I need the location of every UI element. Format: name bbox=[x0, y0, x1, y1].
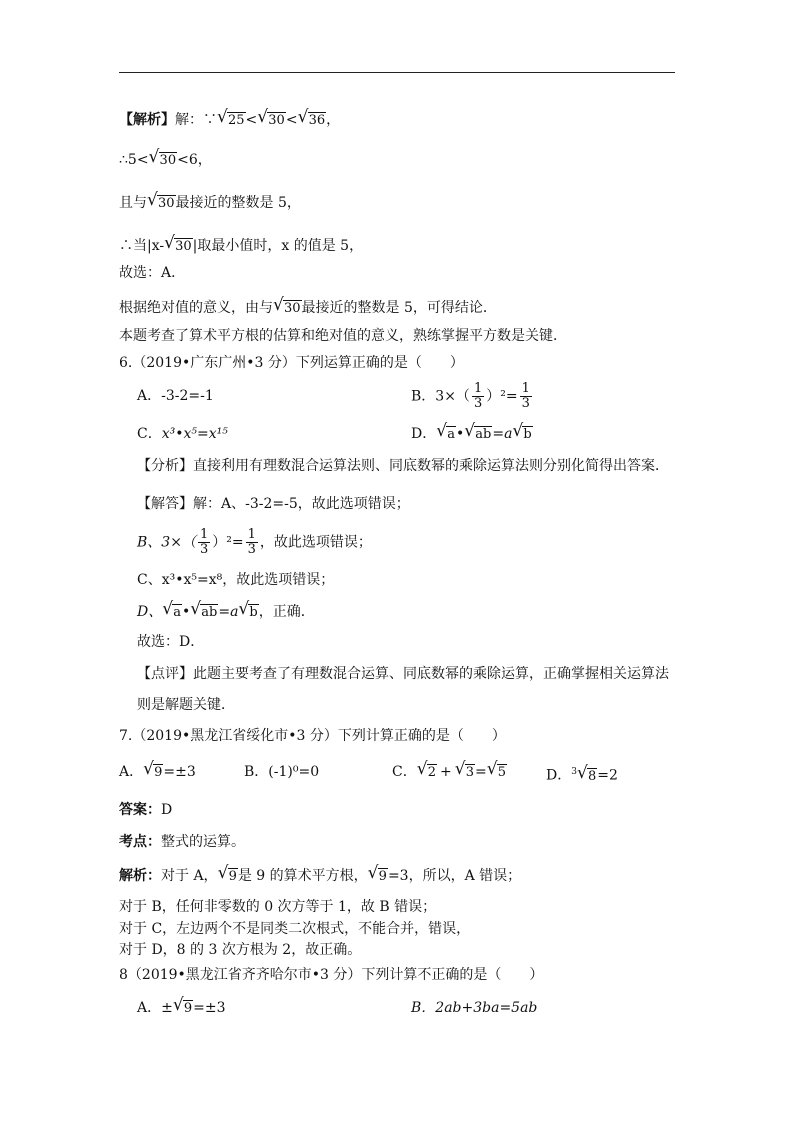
text: =a bbox=[218, 604, 239, 620]
q6-option-d bbox=[411, 424, 533, 445]
solution-line-2 bbox=[119, 150, 212, 171]
sqrt-30: √ 30 bbox=[148, 193, 176, 214]
text: = bbox=[475, 764, 487, 780]
text: < bbox=[245, 112, 258, 128]
sqrt-25: √ 25 bbox=[218, 110, 246, 131]
solution-line-6 bbox=[119, 298, 497, 319]
sqrt-ab: √ ab bbox=[191, 602, 218, 623]
text: =3，所以，A 错误； bbox=[387, 868, 522, 884]
text: • bbox=[182, 604, 191, 620]
q6-choose: 故选：D． bbox=[137, 634, 205, 650]
q6-comment-1: 【点评】此题主要考查了有理数混合运算、同底数幂的乘除运算，正确掌握相关运算法 bbox=[137, 666, 669, 682]
q7-option-a bbox=[119, 762, 196, 783]
text: D． bbox=[546, 767, 572, 784]
answer-label: 答案： bbox=[119, 802, 161, 818]
q7-stem: 7.（2019•黑龙江省绥化市•3 分）下列计算正确的是（ ） bbox=[119, 728, 506, 744]
text: A． bbox=[119, 764, 144, 780]
text: ∴当|x- bbox=[119, 238, 165, 254]
sqrt-3: √ 3 bbox=[456, 762, 475, 783]
sqrt-9: √ 9 bbox=[369, 866, 388, 887]
sqrt-9: √ 9 bbox=[144, 762, 163, 783]
q8-stem: 8（2019•黑龙江省齐齐哈尔市•3 分）下列计算不正确的是（ ） bbox=[119, 967, 544, 983]
sqrt-b: √ b bbox=[513, 424, 532, 445]
text: ）²= bbox=[486, 388, 518, 405]
text: ∴5< bbox=[119, 152, 149, 168]
q8-option-b: B．2ab+3ba=5ab bbox=[411, 1000, 538, 1016]
q7-option-c bbox=[392, 762, 507, 783]
q6-option-c bbox=[137, 424, 228, 444]
text: 最接近的整数是 5， bbox=[175, 195, 301, 211]
text: 根据绝对值的意义，由与 bbox=[119, 300, 273, 316]
text: C． bbox=[137, 426, 162, 442]
text: C． bbox=[392, 764, 417, 780]
solution-line-5: 故选：A． bbox=[119, 265, 186, 281]
text: D． bbox=[411, 426, 437, 442]
text: ）²= bbox=[212, 534, 244, 551]
fraction: $\frac{1}{3}$ bbox=[199, 527, 209, 557]
answer-value: D bbox=[161, 802, 173, 818]
sqrt-5: √ 5 bbox=[488, 762, 507, 783]
text: + bbox=[440, 764, 452, 780]
text: =2 bbox=[597, 767, 618, 784]
text: 对于 A， bbox=[161, 868, 218, 884]
header-rule bbox=[119, 72, 675, 73]
q7-keypoint bbox=[119, 832, 245, 852]
text: <6， bbox=[177, 152, 212, 168]
fraction: $\frac{1}{3}$ bbox=[521, 381, 530, 411]
q6-option-b bbox=[411, 382, 534, 411]
sqrt-36: √ 36 bbox=[299, 110, 327, 131]
q7-reason-b: 对于 B，任何非零数的 0 次方等于 1，故 B 错误； bbox=[119, 899, 437, 915]
sqrt-30: √ 30 bbox=[165, 236, 193, 257]
text: 是 9 的算术平方根， bbox=[237, 868, 368, 884]
q6-answer-d bbox=[137, 602, 315, 623]
text: |取最小值时，x 的值是 5， bbox=[192, 238, 364, 254]
sqrt-9: √ 9 bbox=[219, 866, 238, 887]
fraction: $\frac{1}{3}$ bbox=[247, 527, 256, 557]
sqrt-30: √ 30 bbox=[258, 110, 286, 131]
text: B、3×（ bbox=[137, 534, 196, 551]
q7-reason-d: 对于 D，8 的 3 次方根为 2，故正确。 bbox=[119, 942, 362, 958]
text: =a bbox=[492, 426, 513, 442]
sqrt-b: √ b bbox=[239, 602, 258, 623]
q6-analysis: 【分析】直接利用有理数混合运算法则、同底数幂的乘除运算法则分别化简得出答案． bbox=[137, 458, 669, 474]
q6-stem: 6.（2019•广东广州•3 分）下列运算正确的是（ ） bbox=[119, 355, 464, 371]
q6-option-a: A．-3-2=-1 bbox=[137, 388, 214, 404]
text: ， bbox=[326, 112, 341, 128]
q7-explanation bbox=[119, 866, 521, 887]
sqrt-a: √ a bbox=[163, 602, 182, 623]
q8-option-a bbox=[137, 998, 226, 1019]
solution-line-3 bbox=[119, 193, 301, 214]
q7-reason-c: 对于 C，左边两个不是同类二次根式，不能合并，错误， bbox=[119, 921, 471, 937]
text: 且与 bbox=[119, 195, 147, 211]
q7-option-b: B．(-1)⁰=0 bbox=[244, 764, 320, 780]
text: ，正确． bbox=[258, 604, 315, 620]
solution-line-7: 本题考查了算术平方根的估算和绝对值的意义，熟练掌握平方数是关键． bbox=[119, 328, 567, 344]
sqrt-a: √ a bbox=[437, 424, 456, 445]
text: • bbox=[456, 426, 465, 442]
q6-answer-b bbox=[137, 528, 372, 557]
text: 解：∵ bbox=[175, 112, 217, 128]
analysis-tag: 【解析】 bbox=[119, 112, 175, 128]
solution-line-1 bbox=[119, 110, 340, 131]
solution-line-4 bbox=[119, 236, 363, 257]
text: ，故此选项错误； bbox=[259, 534, 372, 551]
math-expr: x³•x⁵=x¹⁵ bbox=[161, 426, 228, 442]
keypoint-value: 整式的运算。 bbox=[161, 834, 245, 850]
root-index: 3 bbox=[571, 767, 577, 777]
text: =±3 bbox=[163, 764, 196, 780]
keypoint-label: 考点： bbox=[119, 834, 161, 850]
text: B．3×（ bbox=[411, 388, 470, 405]
q6-answer-c: C、x³•x⁵=x⁸，故此选项错误； bbox=[137, 572, 335, 588]
text: 最接近的整数是 5，可得结论． bbox=[301, 300, 497, 316]
sqrt-30: √ 30 bbox=[274, 298, 302, 319]
q6-comment-2: 则是解题关键． bbox=[137, 697, 235, 713]
text: A．± bbox=[137, 1000, 173, 1016]
text: =±3 bbox=[193, 1000, 226, 1016]
q6-answer-a: 【解答】解：A、-3-2=-5，故此选项错误； bbox=[137, 496, 410, 512]
sqrt-9: √ 9 bbox=[174, 998, 193, 1019]
explanation-label: 解析： bbox=[119, 868, 161, 884]
sqrt-2: √ 2 bbox=[418, 762, 437, 783]
q7-option-d bbox=[546, 762, 618, 787]
q7-answer bbox=[119, 800, 172, 820]
fraction: $\frac{1}{3}$ bbox=[473, 381, 483, 411]
sqrt-ab: √ ab bbox=[465, 424, 492, 445]
text: < bbox=[285, 112, 298, 128]
cube-root-8: √ 8 bbox=[578, 766, 597, 787]
sqrt-30: √ 30 bbox=[150, 150, 178, 171]
text: D、 bbox=[137, 604, 163, 620]
